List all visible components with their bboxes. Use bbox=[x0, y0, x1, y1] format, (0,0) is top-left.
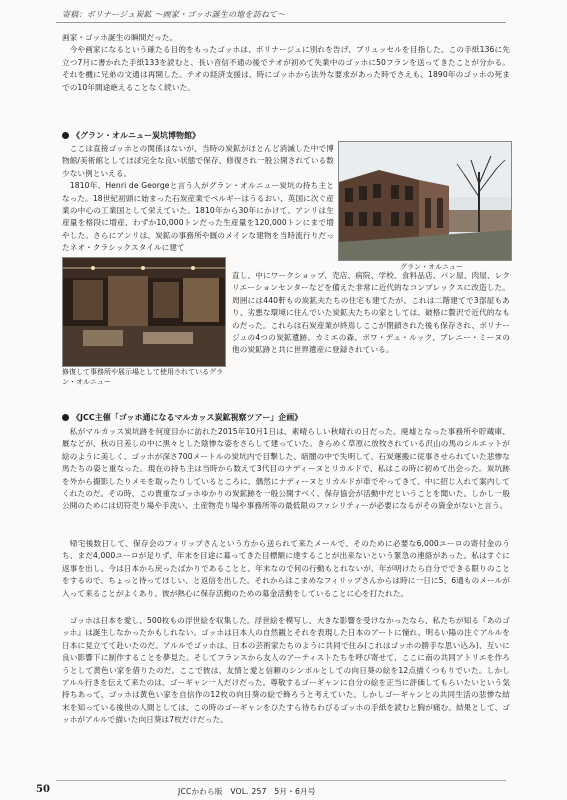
section-heading-tour bbox=[62, 412, 510, 424]
tour-paragraph-1: 私がマルカッス炭坑跡を何度目かに訪れた2015年10月1日は、素晴らしい秋晴れの日だった。廃墟となった事務所や貯蔵庫、厩などが、秋の日差しの中に黒々とした陰惨な姿をさらして建っていた。きらめく草原に放牧されている沢山の馬のシルエットが絵のように美しく、ゴッホが深さ700メートルの炭坑内で目撃した、暗闇の中で失明して、石炭運搬に従事させられていた悲惨な馬たちの姿と重なった。現在の持ち主は当時から数えて3代目のナディーヌとリカルドで、私はこの時に初めて出会った。炭坑跡を外から撮影したりメモを取ったりしているところに、偶然にナディーヌとリカルドが車でやってきて、中に招じ入れて案内してくれたのだ。その時、この貴重なゴッホゆかりの炭鉱跡を一般公開すべく、保存協会が活動中だということを聞いた。しかし一般公開のためには切符売り場や手洗い、土産物売り場や事務所等の最低限のファシリティーが必要になるがその資金がないと言う。 bbox=[62, 427, 510, 511]
intro-paragraph: 画家・ゴッホ誕生の瞬間だった。 今や画家になるという確たる目的をもったゴッホは、ボリナージュに別れを告げ、ブリュッセルを目指した。この手紙136に先立つ7月に書かれた手紙133を読むと、長い音信不通の後でテオが初めて失業中のゴッホに50フランを送ってきたことが分かる。それを機に兄弟の文通は再開した。テオの経済支援は、時にゴッホから法外な要求があった時でさえも、1890年のゴッホの死までの10年間途絶えることなく続いた。 bbox=[62, 33, 510, 92]
section-heading-text: 《JCC主催「ゴッホ通になるマルカッス炭鉱視察ツアー」企画》 bbox=[72, 413, 303, 422]
running-header: 寄稿：ボリナージュ炭鉱 〜画家・ゴッホ誕生の地を訪ねて〜 bbox=[62, 10, 286, 19]
museum-text-bottom: 直し、中にワークショップ、売店、病院、学校、食料品店、パン屋、肉屋、レクリエーションセンターなどを備えた非常に近代的なコンプレックスに改造した。周囲には440軒もの炭鉱夫たちの住宅も建てたが、これは二階建てで3部屋もあり、劣悪な環境に住んでいた炭鉱夫たちの家としては、破格に贅沢で近代的なものだった。これらは石炭産業が終焉しここが閉鎖された後も保存され、ボリナージュの4つの炭鉱遺跡、カミエの森、ボワ・デュ・ルック、ブレニー・ミーヌの他の炭鉱跡と共に世界遺産に登録されている。 bbox=[232, 271, 510, 355]
section-heading-text: 《グラン・オルニュー炭坑博物館》 bbox=[72, 131, 200, 140]
tour-paragraph-3: ゴッホは日本を愛し、500枚もの浮世絵を収集した。浮世絵を模写し、大きな影響を受けなかったなら、私たちが知る『あのゴッホ』は誕生しなかったかもしれない。ゴッホは日本人の自然観とそれを表現した日本のアートに憧れ、明るい陽の注ぐアルルを日本に見立てて赴いたのだ。アルルでゴッホは、日本の芸術家たちのように共同で住み(これはゴッホの勝手な思い込み)、互いに良い影響下に制作することを夢見た。そしてフランスから友人のアーティストたちを呼び寄せて、ここに南の共同アトリエを作ろうとして黄色い家を借りたのだ。ここで彼は、友情と愛と信頼のシンボルとしての向日葵の絵を12点描くつもりでいた。しかしアルル行きを伝えて来たのは、ゴーギャン一人だけだった。尊敬するゴーギャンに自分の絵を正当に評価してもらいたいという気持ちあって、ゴッホは黄色い家を自信作の12枚の向日葵の絵で飾ろうと考えていた。しかしゴーギャンとの共同生活の悲惨な結末を知っている後世の人間としては、この時のゴーギャンをひたすら待ちわびるゴッホの手紙を読むと胸が痛む。結果として、ゴッホがアルルで描いた向日葵は7枚だけだった。 bbox=[62, 616, 510, 725]
tour-paragraph-2: 帰宅後数日して、保存会のフィリップさんという方から送られて来たメールで、そのために必要な6,000ユーロの寄付金のうち、まだ4,000ユーロが足りず、年末を目途に募ってきた目標額に達することが出来ないという緊急の連絡があった。私はすぐに返事を出し、今は日本から戻ったばかりであることと、年末なので何の行動もとれないが、年が明けたら自分でできる限りのことをするので、ちょっと待ってほしい、と返信を出した。それからはこまめなフィリップさんからは時に一日に5、6通ものメールが入って来ることがよくあり、彼が熱心に保存活動のための募金活動をしていることに心を打たれた。 bbox=[62, 539, 510, 598]
photo-grand-hornu-interior-image bbox=[63, 258, 225, 366]
photo-left-caption: 修復して事務所や展示場として使用されているグラン・オルニュー bbox=[62, 368, 223, 386]
photo-right-caption: グラン・オルニュー bbox=[400, 263, 463, 271]
footer-rule bbox=[56, 780, 506, 781]
museum-text-top: ここは直接ゴッホとの関係はないが、当時の炭鉱がほとんど消滅した中で博物館/美術館としてほぼ完全な良い状態で保存、修復され一般公開されている数少ない例といえる。 1810年、Henri de Georgeと言う人がグラン・オルニュー炭坑の持ち主となった。18世紀初頭に始まった石炭産業でベルギーはうるおい、英国に次ぐ産業の中心の工業国として栄えていた。1810年から30年にかけて、アンリは生産量を格段に増産、わずか10,000トンだった生産量を120,000トンにまで増やした。さらにアンリは、炭鉱の事務所や厩のメインな建物を当時流行りだったネオ・クラシックスタイルに建て bbox=[62, 144, 334, 253]
bullet-icon bbox=[62, 132, 69, 139]
bullet-icon bbox=[62, 414, 69, 421]
section-heading-museum bbox=[62, 130, 362, 142]
header-rule bbox=[56, 22, 506, 23]
photo-grand-hornu-interior bbox=[62, 257, 226, 367]
photo-grand-hornu-exterior bbox=[338, 141, 512, 261]
page-number: 50 bbox=[36, 784, 50, 795]
photo-grand-hornu-exterior-image bbox=[339, 142, 511, 260]
magazine-footer: JCCかわら版 VOL. 257 5月・6月号 bbox=[178, 787, 316, 796]
